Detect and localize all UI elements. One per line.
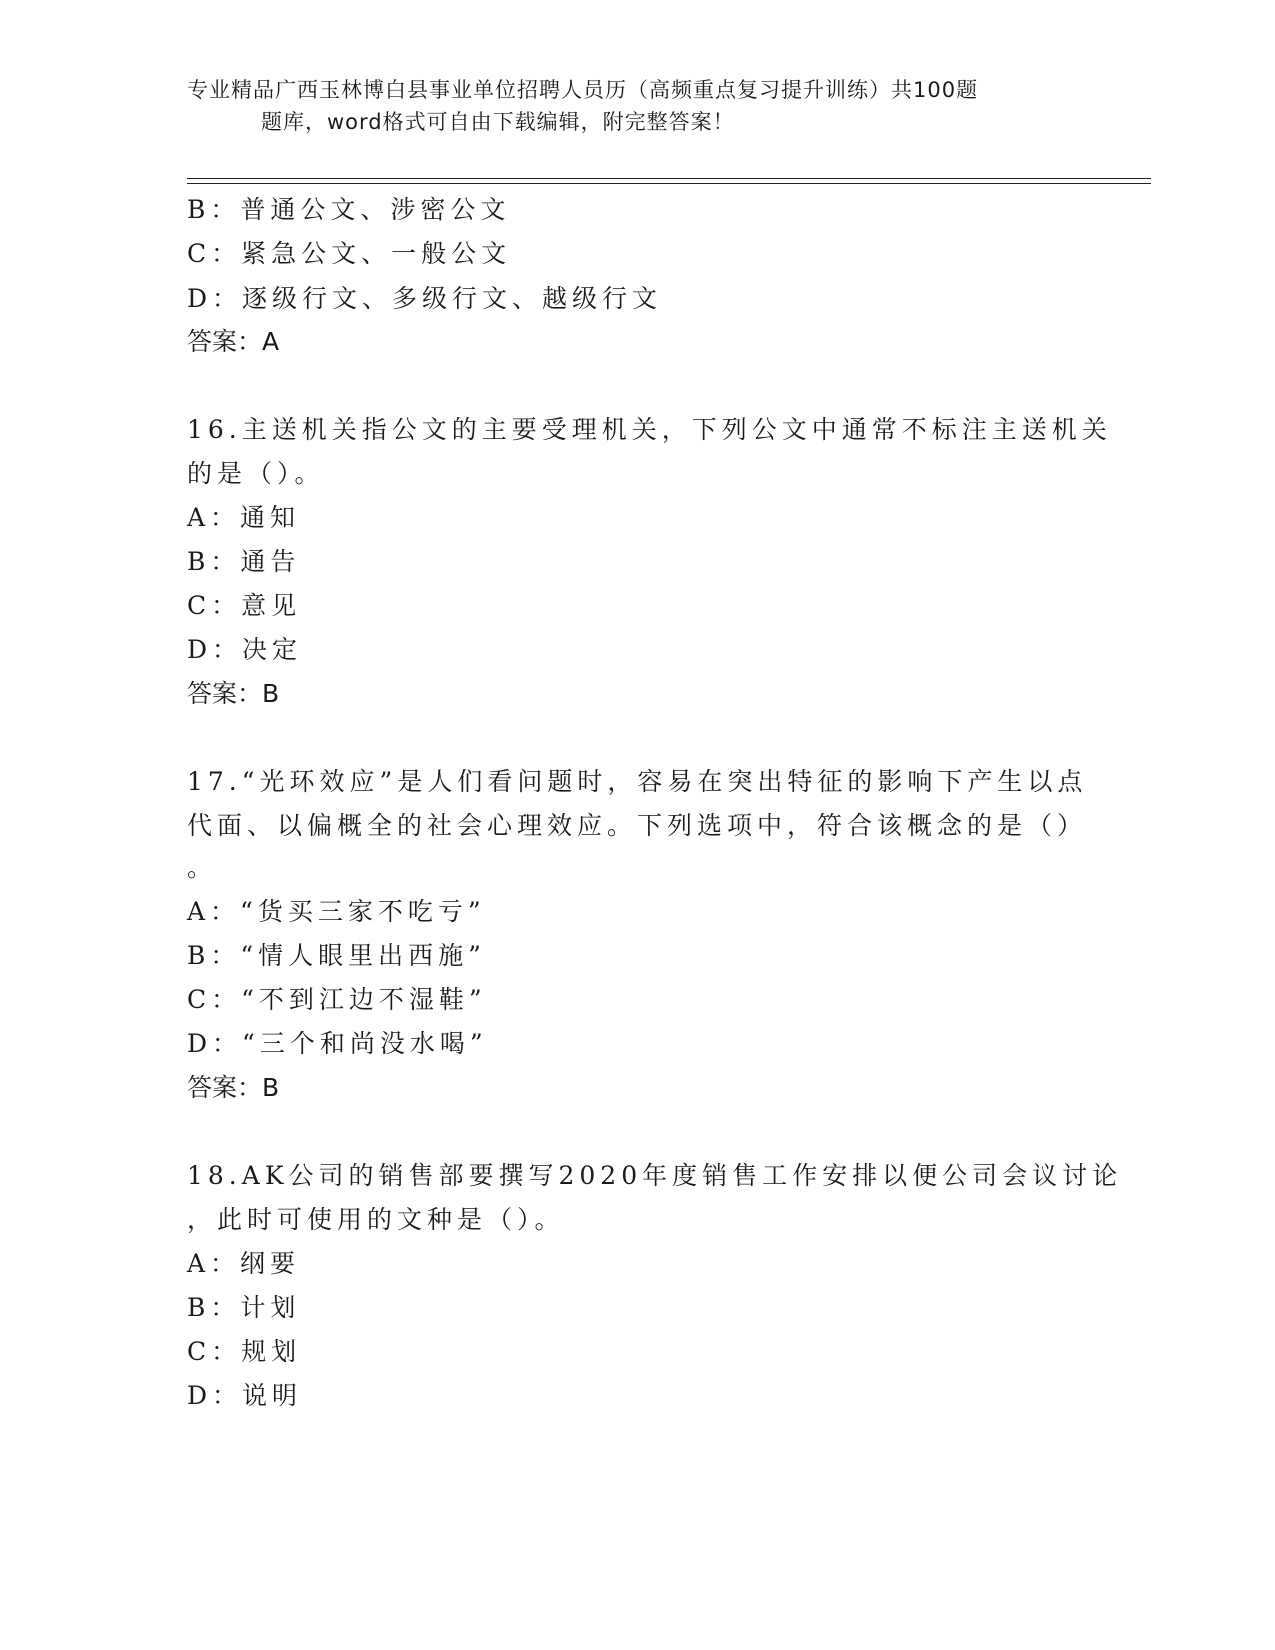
q18-stem-line-1: 18.AK公司的销售部要撰写2020年度销售工作安排以便公司会议讨论 xyxy=(187,1161,1123,1190)
q16-option-d: D：决定 xyxy=(187,635,303,664)
q16-stem-line-1: 16.主送机关指公文的主要受理机关，下列公文中通常不标注主送机关 xyxy=(187,415,1112,444)
q17-stem-line-2: 代面、以偏概全的社会心理效应。下列选项中，符合该概念的是（） xyxy=(187,811,1088,840)
header-line-1: 专业精品广西玉林博白县事业单位招聘人员历（高频重点复习提升训练）共100题 xyxy=(187,78,979,102)
q15-option-c: C：紧急公文、一般公文 xyxy=(187,239,512,268)
q16-stem-line-2: 的是（）。 xyxy=(187,459,325,488)
page-header xyxy=(187,74,1087,138)
header-rule-bottom xyxy=(187,183,1151,184)
q15-option-d: D：逐级行文、多级行文、越级行文 xyxy=(187,284,663,313)
q16-answer: 答案：B xyxy=(187,679,280,708)
q16-option-b: B：通告 xyxy=(187,547,301,576)
q17-option-a: A：“货买三家不吃亏” xyxy=(187,897,486,926)
q17-option-d: D：“三个和尚没水喝” xyxy=(187,1029,488,1058)
q18-stem-line-2: ，此时可使用的文种是（）。 xyxy=(187,1205,565,1234)
q18-option-b: B：计划 xyxy=(187,1293,301,1322)
q17-option-c: C：“不到江边不湿鞋” xyxy=(187,985,487,1014)
q17-stem-line-3: 。 xyxy=(187,853,218,882)
q17-option-b: B：“情人眼里出西施” xyxy=(187,941,486,970)
q18-option-a: A：纲要 xyxy=(187,1249,301,1278)
q18-option-d: D：说明 xyxy=(187,1381,303,1410)
q17-stem-line-1: 17.“光环效应”是人们看问题时，容易在突出特征的影响下产生以点 xyxy=(187,767,1088,796)
q16-option-a: A：通知 xyxy=(187,503,301,532)
q15-option-b: B：普通公文、涉密公文 xyxy=(187,195,511,224)
q17-answer: 答案：B xyxy=(187,1073,280,1102)
header-line-2: 题库，word格式可自由下载编辑，附完整答案！ xyxy=(261,110,735,134)
header-rule-top xyxy=(187,178,1151,179)
q16-option-c: C：意见 xyxy=(187,591,302,620)
q15-answer: 答案：A xyxy=(187,327,280,356)
q18-option-c: C：规划 xyxy=(187,1337,302,1366)
